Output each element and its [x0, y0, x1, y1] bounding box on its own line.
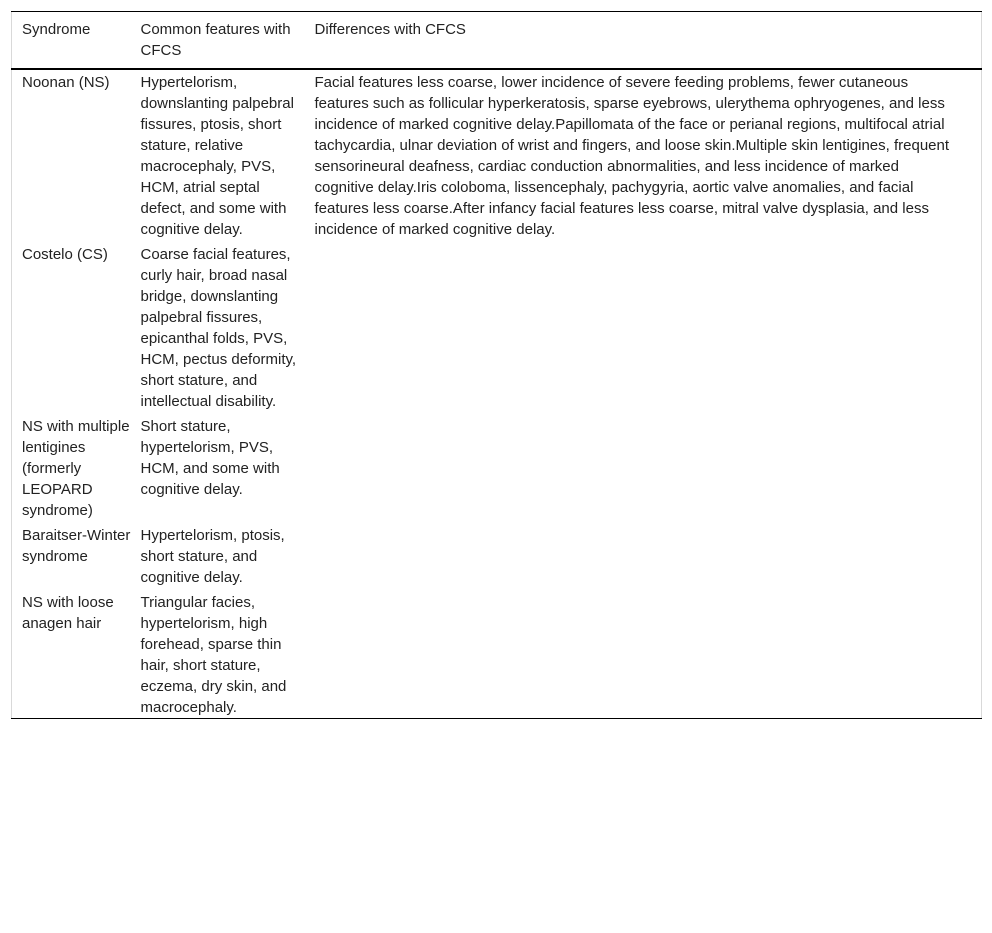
- cell-common-features: Triangular facies, hypertelorism, high forehead, sparse thin hair, short stature, eczema, dry skin, and macrocephaly.: [140, 594, 287, 716]
- cell-differences: Facial features less coarse, lower incidence of severe feeding problems, fewer cutaneous features such as follicular hyperkeratosis, sparse eyebrows, ulerythema ophryogenes, and less incidence of marked cognitive delay.Papillomata of the face or perianal regions, multifocal atrial tachycardia, ulnar deviation of wrist and fingers, and loose skin.Multiple skin lentigines, frequent sensorineural deafness, cardiac conduction abnormalities, and less incidence of marked cognitive delay.Iris coloboma, lissencephaly, pachygyria, aortic valve anomalies, and facial features less coarse.After infancy facial features less coarse, mitral valve dysplasia, and less incidence of marked cognitive delay.: [314, 74, 950, 238]
- cell-common-features: Hypertelorism, ptosis, short stature, and cognitive delay.: [140, 527, 285, 586]
- table-header: [12, 12, 982, 70]
- header-differences: Differences with CFCS: [314, 21, 466, 38]
- cell-syndrome: NS with multiple lentigines (formerly LEOPARD syndrome): [22, 418, 130, 519]
- table-row: [12, 414, 982, 523]
- cell-common-features: Hypertelorism, downslanting palpebral fissures, ptosis, short stature, relative macrocephaly, PVS, HCM, atrial septal defect, and some with cognitive delay.: [140, 74, 294, 238]
- table-row: [12, 69, 982, 242]
- cell-syndrome: Baraitser-Winter syndrome: [22, 527, 131, 565]
- header-syndrome: Syndrome: [22, 21, 91, 38]
- cell-differences: [315, 414, 982, 523]
- cell-differences: [315, 242, 982, 414]
- syndrome-comparison-table: [11, 11, 982, 719]
- header-row: [12, 12, 982, 70]
- cell-common-features: Short stature, hypertelorism, PVS, HCM, and some with cognitive delay.: [140, 418, 280, 498]
- table-row: [12, 590, 982, 719]
- header-common-features: Common features with CFCS: [140, 21, 291, 59]
- cell-differences: [315, 523, 982, 590]
- table-row: [12, 523, 982, 590]
- comparison-table-container: [11, 11, 981, 719]
- table-body: [12, 69, 982, 719]
- cell-common-features: Coarse facial features, curly hair, broad nasal bridge, downslanting palpebral fissures, epicanthal folds, PVS, HCM, pectus deformity, short stature, and intellectual disability.: [140, 246, 297, 410]
- cell-syndrome: Costelo (CS): [22, 246, 108, 263]
- cell-syndrome: Noonan (NS): [22, 74, 110, 91]
- cell-differences: [315, 590, 982, 719]
- table-row: [12, 242, 982, 414]
- cell-syndrome: NS with loose anagen hair: [22, 594, 114, 632]
